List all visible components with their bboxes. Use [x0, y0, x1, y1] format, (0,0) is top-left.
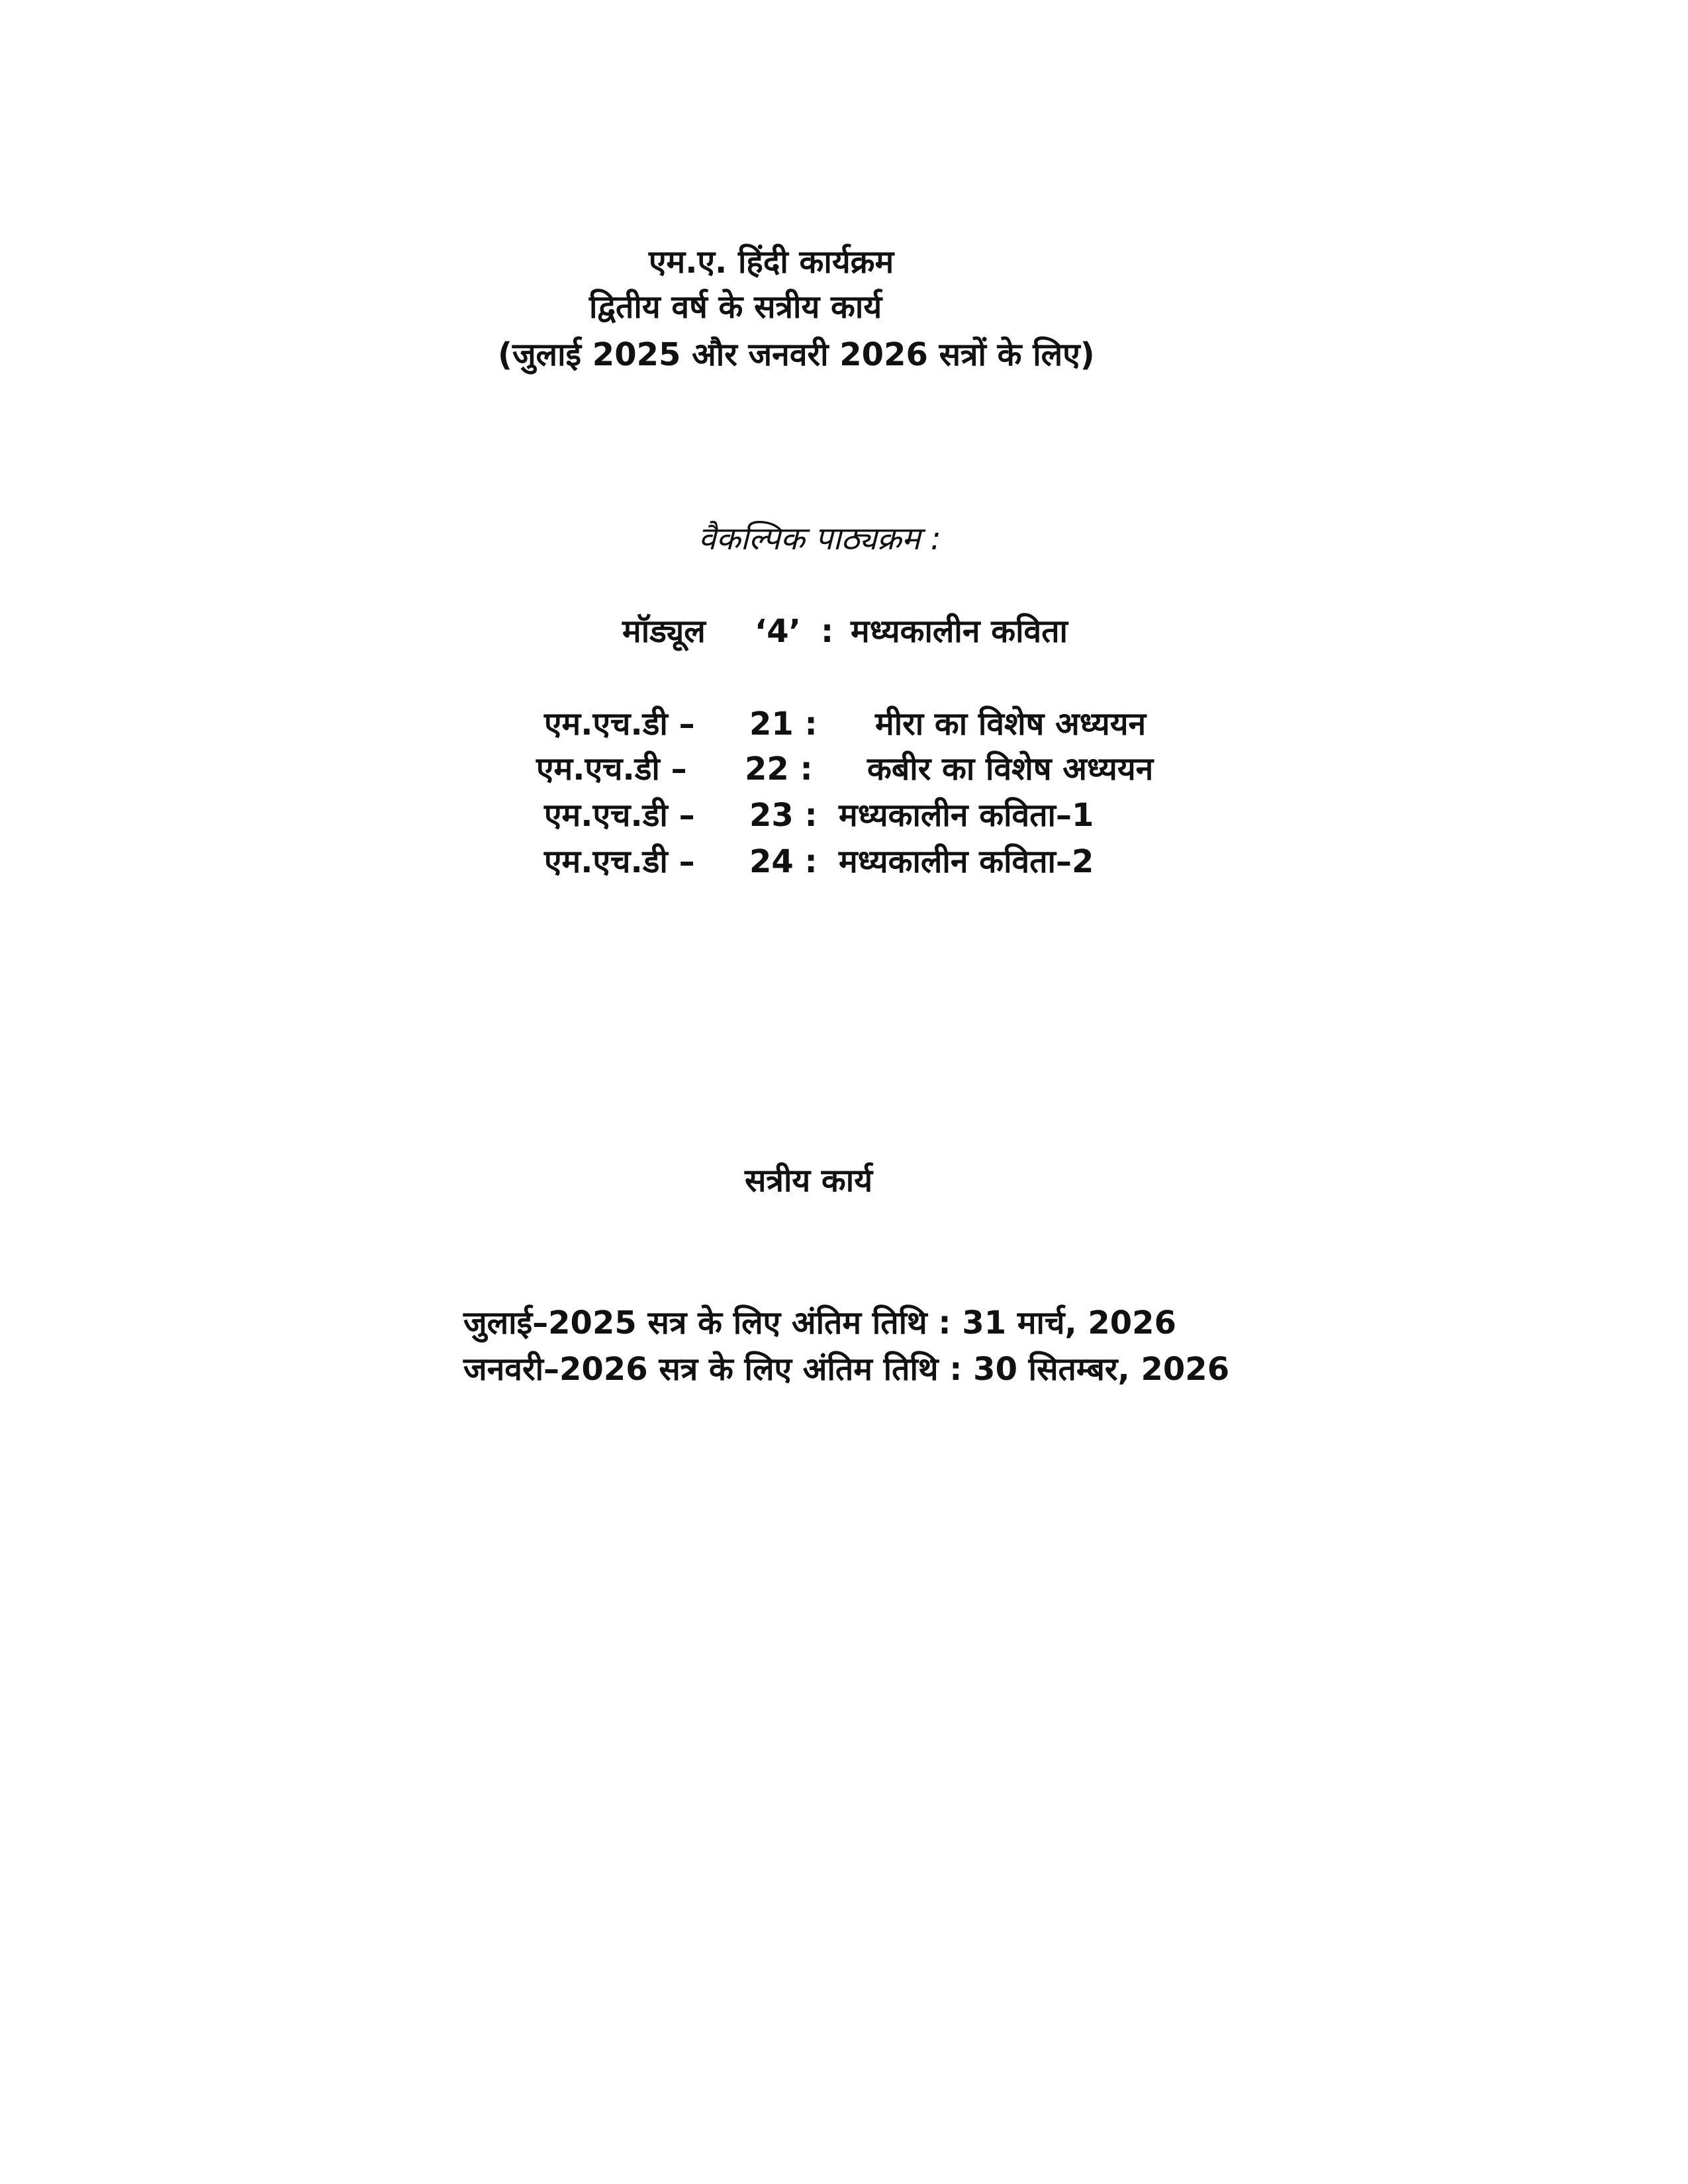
module-separator: :: [821, 613, 834, 650]
course-title: मीरा का विशेष अध्ययन: [875, 705, 1147, 743]
program-subtitle: द्वितीय वर्ष के सत्रीय कार्य: [589, 289, 882, 326]
course-number: 24 :: [749, 843, 818, 880]
deadline-july-session: जुलाई–2025 सत्र के लिए अंतिम तिथि : 31 मार्च, 2026: [463, 1304, 1176, 1342]
course-code: एम.एच.डी –: [544, 705, 695, 743]
assignment-heading: सत्रीय कार्य: [745, 1162, 873, 1199]
optional-course-label: वैकल्पिक पाठ्यक्रम :: [698, 520, 941, 557]
course-number: 22 :: [745, 751, 813, 788]
session-info: (जुलाई 2025 और जनवरी 2026 सत्रों के लिए): [498, 336, 1095, 373]
course-row: [544, 843, 1206, 883]
course-row: [536, 753, 1211, 790]
deadline-january-session: जनवरी–2026 सत्र के लिए अंतिम तिथि : 30 सितम्बर, 2026: [463, 1351, 1230, 1388]
program-title: एम.ए. हिंदी कार्यक्रम: [649, 244, 894, 281]
course-number: 21 :: [749, 705, 818, 743]
module-number: ‘4’: [755, 613, 801, 650]
course-code: एम.एच.डी –: [544, 797, 695, 834]
course-number: 23 :: [749, 797, 818, 834]
module-title: मध्यकालीन कविता: [851, 613, 1068, 650]
course-title: मध्यकालीन कविता–2: [839, 843, 1094, 880]
course-row: [544, 705, 1206, 745]
module-label: मॉड्यूल: [622, 613, 706, 650]
course-code: एम.एच.डी –: [544, 843, 695, 880]
course-row: [544, 799, 1206, 837]
module-heading: [622, 615, 1125, 653]
course-code: एम.एच.डी –: [536, 751, 687, 788]
course-title: मध्यकालीन कविता–1: [839, 797, 1094, 834]
course-title: कबीर का विशेष अध्ययन: [867, 751, 1154, 788]
